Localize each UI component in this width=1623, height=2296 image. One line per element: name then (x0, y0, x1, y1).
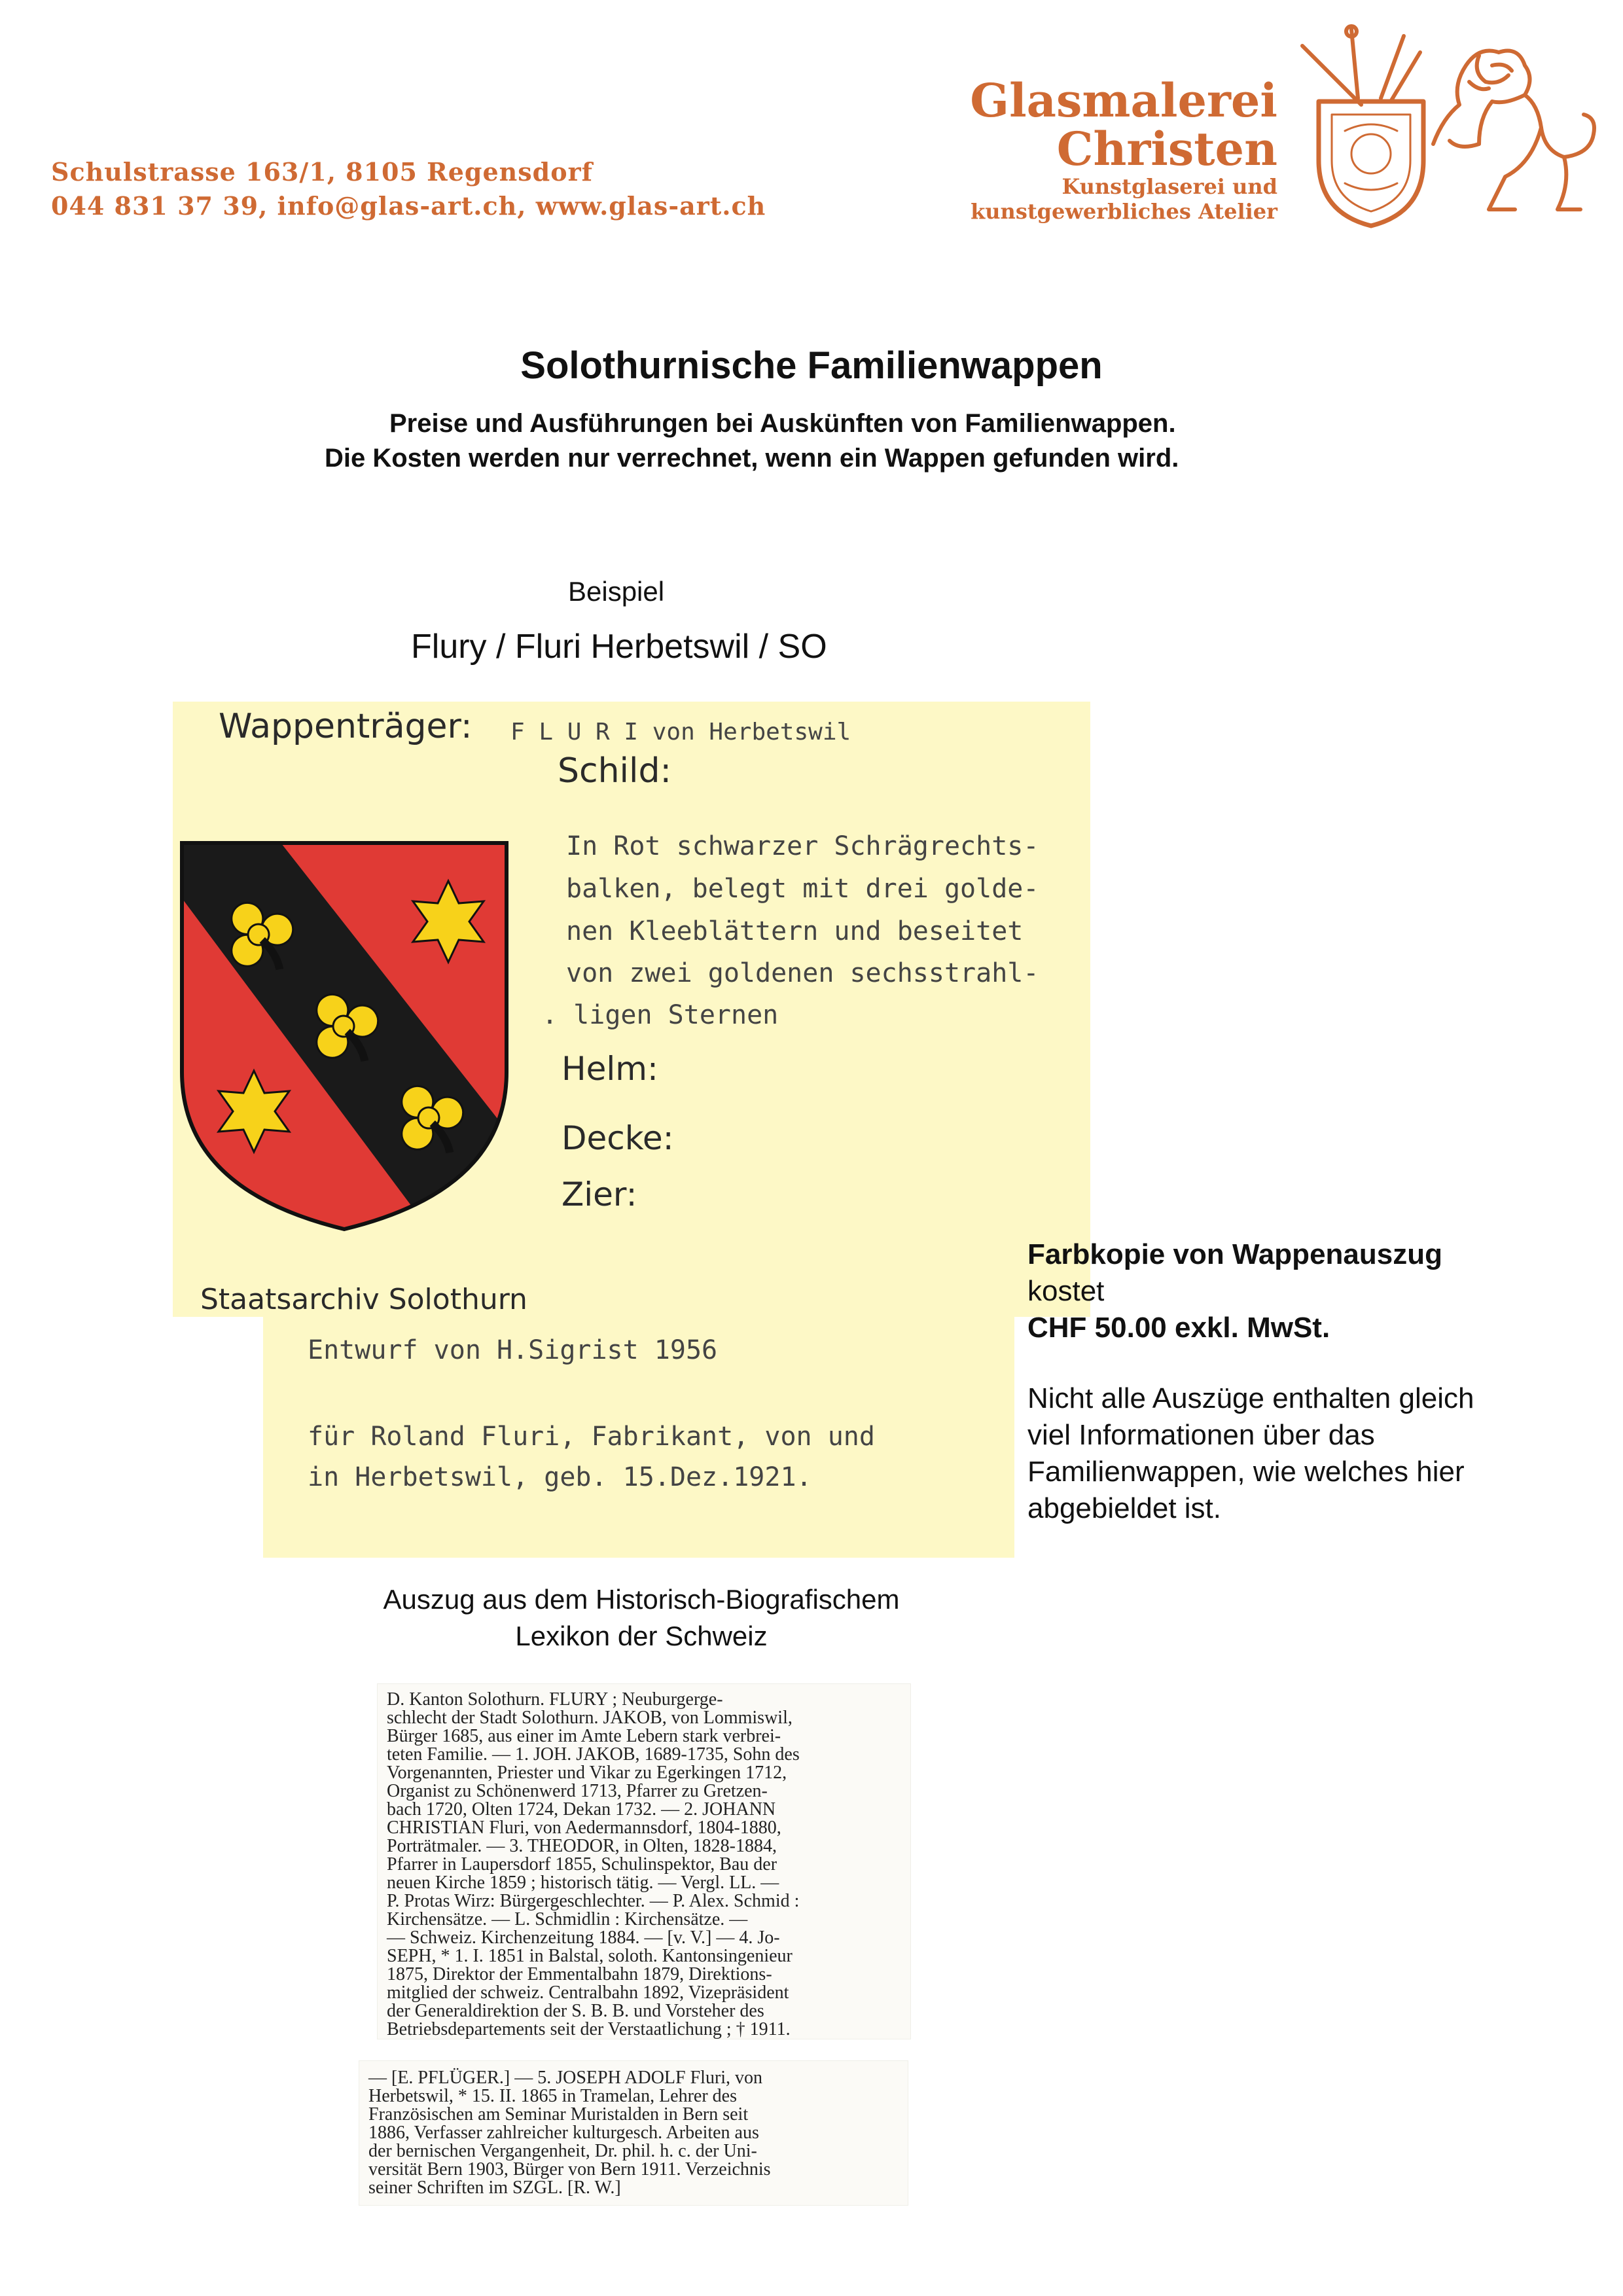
owner-line2: in Herbetswil, geb. 15.Dez.1921. (308, 1462, 812, 1492)
lexikon-line: Herbetswil, * 15. II. 1865 in Tramelan, Lehrer des (368, 2086, 737, 2106)
schild-label: Schild: (558, 751, 671, 791)
archive-label: Staatsarchiv Solothurn (200, 1283, 527, 1316)
lexikon-line: mitglied der schweiz. Centralbahn 1892, Vizepräsident (387, 1982, 789, 2003)
lexikon-line: Vorgenannten, Priester und Vikar zu Egerkingen 1712, (387, 1763, 787, 1783)
info-note-line: viel Informationen über das (1027, 1419, 1375, 1451)
lexikon-line: 1886, Verfasser zahlreicher kulturgesch. Arbeiten aus (368, 2123, 759, 2143)
schild-description-line: nen Kleeblättern und beseitet (566, 916, 1024, 946)
example-label: Beispiel (568, 576, 665, 607)
decke-label: Decke: (562, 1119, 674, 1157)
lexikon-line: Organist zu Schönenwerd 1713, Pfarrer zu Gretzen- (387, 1781, 768, 1801)
lexikon-line: der bernischen Vergangenheit, Dr. phil. h. c. der Uni- (368, 2141, 757, 2161)
lexikon-line: Porträtmaler. — 3. THEODOR, in Olten, 1828-1884, (387, 1836, 777, 1856)
wappentraeger-value: F L U R I von Herbetswil (510, 719, 851, 745)
info-kostet: kostet (1027, 1275, 1105, 1307)
schild-description-line: In Rot schwarzer Schrägrechts- (566, 831, 1039, 861)
lexikon-line: D. Kanton Solothurn. FLURY ; Neuburgerge- (387, 1689, 723, 1710)
lexikon-line: Betriebsdepartements seit der Verstaatlichung ; † 1911. (387, 2019, 791, 2039)
lexikon-line: CHRISTIAN Fluri, von Aedermannsdorf, 1804-1880, (387, 1818, 781, 1838)
lexikon-line: schlecht der Stadt Solothurn. JAKOB, von Lommiswil, (387, 1708, 793, 1728)
brand-tagline-line1: Kunstglaserei und (1061, 174, 1277, 199)
lexikon-line: Pfarrer in Laupersdorf 1855, Schulinspektor, Bau der (387, 1854, 777, 1874)
address-line: Schulstrasse 163/1, 8105 Regensdorf (51, 157, 593, 187)
entwurf-line: Entwurf von H.Sigrist 1956 (308, 1335, 718, 1365)
example-family-name: Flury / Fluri Herbetswil / SO (411, 628, 827, 666)
lexikon-line: — Schweiz. Kirchenzeitung 1884. — [v. V.] — 4. Jo- (387, 1928, 780, 1948)
contact-line: 044 831 37 39, info@glas-art.ch, www.glas-art.ch (51, 191, 766, 221)
schild-description-line: von zwei goldenen sechsstrahl- (566, 958, 1039, 988)
lexikon-line: der Generaldirektion der S. B. B. und Vorsteher des (387, 2001, 764, 2021)
info-heading: Farbkopie von Wappenauszug (1027, 1238, 1442, 1270)
lexikon-excerpt-1 (377, 1683, 911, 2039)
subtitle-line1: Preise und Ausführungen bei Auskünften von Familienwappen. (389, 409, 1176, 438)
info-note-line: abgebieldet ist. (1027, 1492, 1221, 1524)
zier-label: Zier: (562, 1175, 637, 1213)
brand-name-line2: Christen (1056, 122, 1277, 176)
schild-description-line: balken, belegt mit drei golde- (566, 874, 1039, 904)
lexikon-line: versität Bern 1903, Bürger von Bern 1911. Verzeichnis (368, 2159, 771, 2179)
lexikon-line: 1875, Direktor der Emmentalbahn 1879, Direktions- (387, 1964, 772, 1984)
glasmalerei-logo-icon (1283, 20, 1610, 229)
lexikon-line: Bürger 1685, aus einer im Amte Lebern stark verbrei- (387, 1726, 781, 1746)
lexikon-caption-line2: Lexikon der Schweiz (515, 1621, 768, 1651)
info-note-line: Familienwappen, wie welches hier (1027, 1456, 1465, 1488)
lexikon-caption-line1: Auszug aus dem Historisch-Biografischem (383, 1584, 900, 1615)
lexikon-excerpt-2 (359, 2060, 908, 2206)
schild-description-line: . ligen Sternen (542, 1000, 779, 1030)
wappentraeger-label: Wappenträger: (219, 707, 473, 746)
lexikon-line: SEPH, * 1. I. 1851 in Balstal, soloth. Kantonsingenieur (387, 1946, 793, 1966)
lexikon-line: seiner Schriften im SZGL. [R. W.] (368, 2178, 621, 2198)
info-note-line: Nicht alle Auszüge enthalten gleich (1027, 1382, 1474, 1414)
coat-of-arms-shield-icon (177, 836, 512, 1236)
page-title: Solothurnische Familienwappen (520, 344, 1103, 387)
brand-name-line1: Glasmalerei (970, 73, 1277, 128)
owner-line1: für Roland Fluri, Fabrikant, von und (308, 1422, 875, 1452)
brand-tagline-line2: kunstgewerbliches Atelier (971, 199, 1277, 224)
lexikon-line: bach 1720, Olten 1724, Dekan 1732. — 2. JOHANN (387, 1799, 776, 1820)
subtitle-line2: Die Kosten werden nur verrechnet, wenn ein Wappen gefunden wird. (325, 444, 1179, 473)
helm-label: Helm: (562, 1050, 658, 1088)
lexikon-line: Kirchensätze. — L. Schmidlin : Kirchensätze. — (387, 1909, 748, 1929)
lexikon-line: neuen Kirche 1859 ; historisch tätig. — Vergl. LL. — (387, 1873, 779, 1893)
lexikon-line: Französischen am Seminar Muristalden in Bern seit (368, 2104, 749, 2125)
lexikon-line: P. Protas Wirz: Bürgergeschlechter. — P. Alex. Schmid : (387, 1891, 800, 1911)
lexikon-line: — [E. PFLÜGER.] — 5. JOSEPH ADOLF Fluri, von (368, 2068, 763, 2088)
info-price: CHF 50.00 exkl. MwSt. (1027, 1312, 1330, 1344)
lexikon-line: teten Familie. — 1. JOH. JAKOB, 1689-1735, Sohn des (387, 1744, 800, 1765)
